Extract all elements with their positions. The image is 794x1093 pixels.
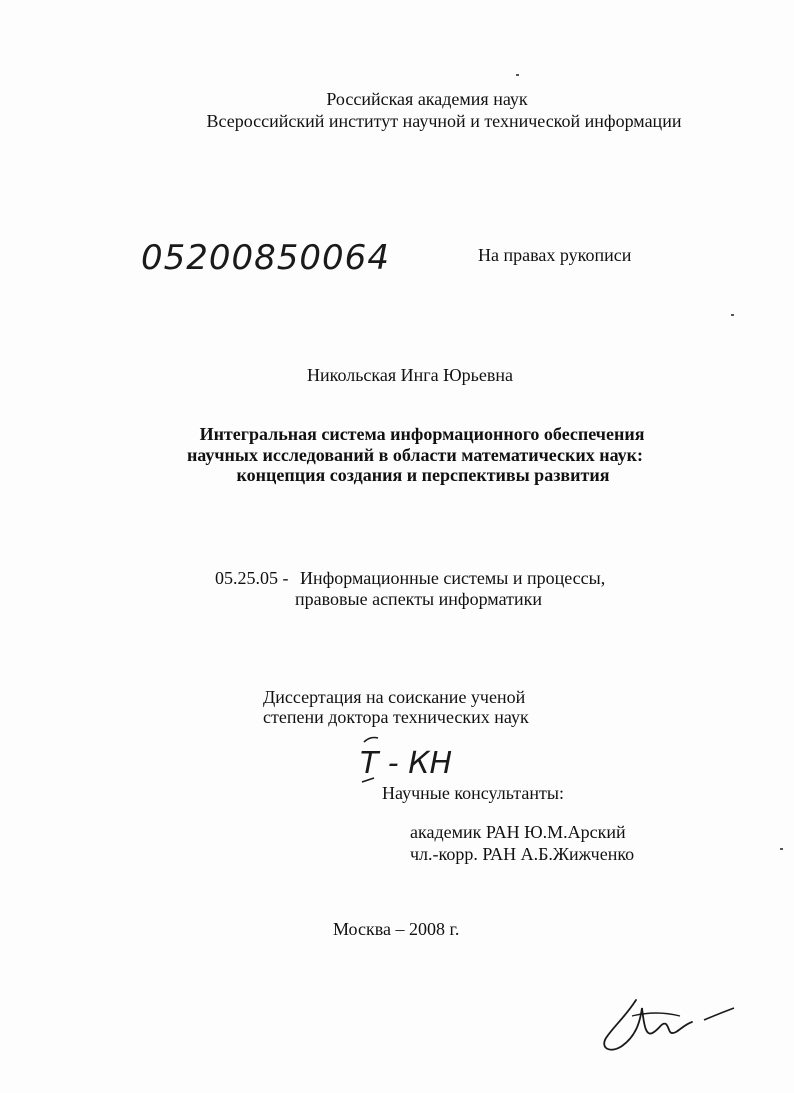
specialty-name-line-1: Информационные системы и процессы, xyxy=(300,568,606,588)
manuscript-rights-label: На правах рукописи xyxy=(478,245,632,265)
scan-speck xyxy=(731,314,734,316)
signature-icon xyxy=(596,986,746,1066)
consultants-label: Научные консультанты: xyxy=(382,783,564,803)
place-year: Москва – 2008 г. xyxy=(333,919,460,939)
degree-line-2: степени доктора технических наук xyxy=(263,707,529,727)
title-line-3: концепция создания и перспективы развития xyxy=(236,465,610,485)
handwritten-mark-strokes xyxy=(360,730,400,790)
consultant-2: чл.-корр. РАН А.Б.Жижченко xyxy=(410,844,635,864)
handwritten-archive-number: 05200850064 xyxy=(141,238,390,278)
institute-name: Всероссийский институт научной и технической информации xyxy=(206,111,682,131)
scan-speck xyxy=(780,848,783,850)
title-line-1: Интегральная система информационного обеспечения xyxy=(199,424,645,444)
title-line-2: научных исследований в области математических наук: xyxy=(186,445,644,465)
degree-line-1: Диссертация на соискание ученой xyxy=(263,687,526,707)
author-name: Никольская Инга Юрьевна xyxy=(307,365,513,385)
specialty-name-line-2: правовые аспекты информатики xyxy=(295,589,542,609)
handwritten-mark: Т - КН xyxy=(360,746,453,781)
scan-speck xyxy=(516,74,519,76)
specialty-code: 05.25.05 - xyxy=(215,568,289,588)
consultant-1: академик РАН Ю.М.Арский xyxy=(410,822,626,842)
academy-name: Российская академия наук xyxy=(326,89,528,109)
